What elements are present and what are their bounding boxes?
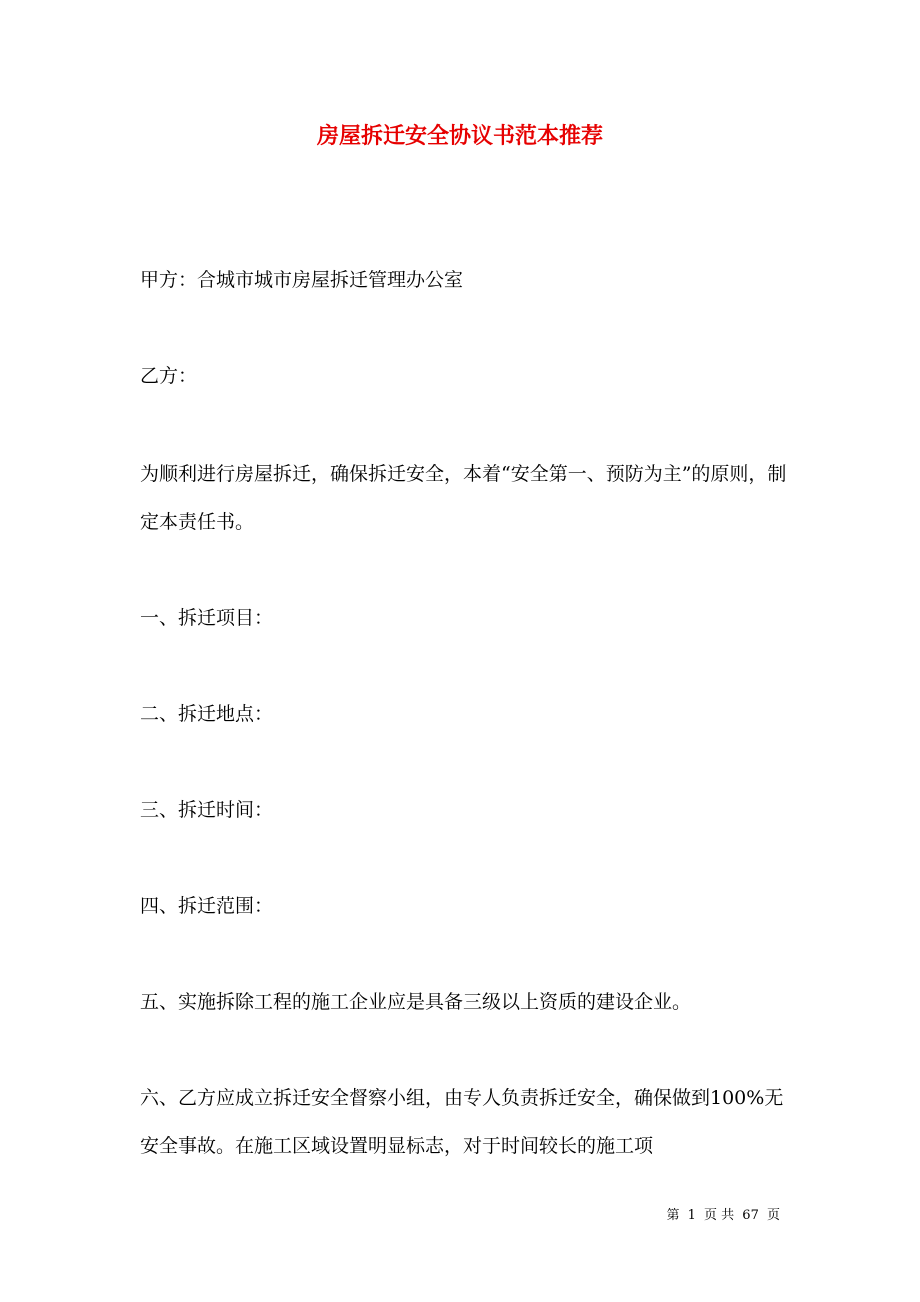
footer-middle: 页 共 (704, 1208, 735, 1223)
party-a-line: 甲方：合城市城市房屋拆迁管理办公室 (140, 269, 464, 291)
footer-current-page: 1 (687, 1208, 696, 1223)
item-demolition-time: 三、拆迁时间： (140, 799, 274, 821)
page-number-footer (664, 1206, 782, 1226)
document-title: 房屋拆迁安全协议书范本推荐 (316, 123, 603, 149)
item-demolition-scope: 四、拆迁范围： (140, 895, 274, 917)
item-safety-supervision: 六、乙方应成立拆迁安全督察小组，由专人负责拆迁安全，确保做到100%无安全事故。在施工区域设置明显标志，对于时间较长的施工项 (140, 1087, 784, 1157)
footer-prefix: 第 (666, 1208, 680, 1223)
item-contractor-qualification: 五、实施拆除工程的施工企业应是具备三级以上资质的建设企业。 (140, 991, 692, 1013)
footer-total-pages: 67 (742, 1208, 759, 1223)
intro-paragraph: 为顺利进行房屋拆迁，确保拆迁安全，本着“安全第一、预防为主”的原则，制定本责任书。 (140, 463, 787, 533)
item-demolition-project: 一、拆迁项目： (140, 607, 274, 629)
party-b-line: 乙方： (140, 365, 198, 387)
item-demolition-location: 二、拆迁地点： (140, 703, 274, 725)
footer-suffix: 页 (766, 1208, 780, 1223)
